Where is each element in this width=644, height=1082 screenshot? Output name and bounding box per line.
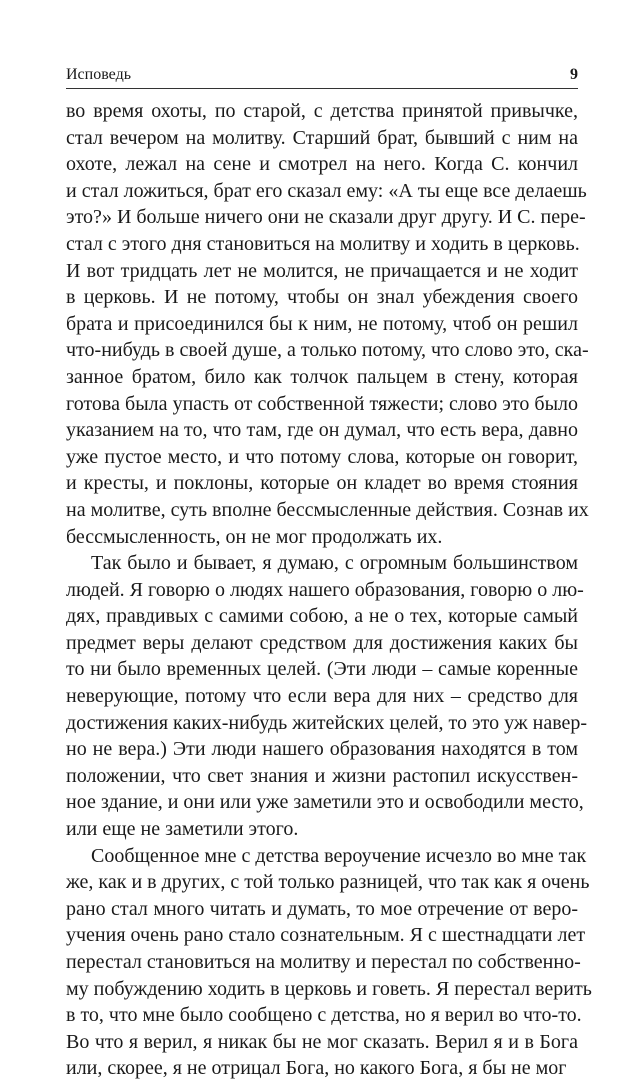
- text-line: людей. Я говорю о людях нашего образования, говорю о лю-: [66, 578, 584, 601]
- text-line: на молитве, суть вполне бессмысленные действия. Сознав их: [66, 498, 589, 521]
- text-line: му побуждению ходить в церковь и говеть. Я перестал верить: [66, 977, 592, 1000]
- text-line: И вот тридцать лет не молится, не причащается и не ходит: [66, 259, 578, 282]
- text-line: неверующие, потому что если вера для них – средство для: [66, 685, 578, 708]
- text-line: или еще не заметили этого.: [66, 818, 299, 841]
- text-line: рано стал много читать и думать, то мое отречение от веро-: [66, 897, 578, 920]
- text-line: дях, правдивых с самими собою, а не о тех, которые самый: [66, 605, 578, 628]
- text-line: предмет веры делают средством для достижения каких бы: [66, 631, 578, 654]
- text-line: это?» И больше ничего они не сказали друг другу. И С. пере-: [66, 206, 586, 229]
- text-line: охоте, лежал на сене и смотрел на него. Когда С. кончил: [66, 153, 578, 176]
- text-line: учения очень рано стало сознательным. Я с шестнадцати лет: [66, 924, 586, 947]
- header-rule: [66, 88, 578, 89]
- text-line: ное здание, и они или уже заметили это и освободили место,: [66, 791, 584, 814]
- text-line: и стал ложиться, брат его сказал ему: «А ты еще все делаешь: [66, 179, 587, 202]
- text-line: Так было и бывает, я думаю, с огромным большинством: [91, 552, 578, 575]
- text-line: уже пустое место, и что потому слова, которые он говорит,: [66, 445, 578, 468]
- text-line: перестал становиться на молитву и перестал по собственно-: [66, 951, 581, 973]
- text-line: в то, что мне было сообщено с детства, но я верил во что-то.: [66, 1004, 582, 1027]
- body-text: [66, 98, 592, 1082]
- text-line: указанием на то, что там, где он думал, что есть вера, давно: [66, 419, 578, 442]
- paragraph: [66, 550, 588, 843]
- text-line: во время охоты, по старой, с детства принятой привычке,: [66, 100, 578, 122]
- text-line: готова была упасть от собственной тяжести; слово это было: [66, 392, 578, 415]
- text-line: же, как и в других, с той только разницей, что так как я очень: [66, 871, 590, 894]
- text-line: занное братом, било как толчок пальцем в стену, которая: [66, 365, 578, 388]
- text-line: достижения каких-нибудь житейских целей, то это уж навер-: [66, 711, 588, 734]
- text-line: и кресты, и поклоны, которые он кладет во время стояния: [66, 472, 578, 495]
- running-title: Исповедь: [66, 66, 132, 83]
- text-line: бессмысленность, он не мог продолжать их.: [66, 525, 443, 548]
- page-number: 9: [570, 66, 578, 83]
- text-line: Во что я верил, я никак бы не мог сказать. Верил я и в Бога: [66, 1030, 578, 1053]
- text-line: брата и присоединился бы к ним, не потому, чтоб он решил: [66, 312, 578, 335]
- running-header: [66, 62, 578, 84]
- text-line: в церковь. И не потому, чтобы он знал убеждения своего: [66, 286, 578, 309]
- text-line: положении, что свет знания и жизни растопил искусствен-: [66, 764, 578, 787]
- text-line: стал вечером на молитву. Старший брат, бывший с ним на: [66, 126, 578, 149]
- paragraph: [66, 98, 589, 550]
- text-line: стал с этого дня становиться на молитву и ходить в церковь.: [66, 232, 580, 255]
- text-line: Сообщенное мне с детства вероучение исчезло во мне так: [91, 844, 587, 867]
- text-line: что-нибудь в своей душе, а только потому, что слово это, ска-: [66, 339, 589, 362]
- text-line: или, скорее, я не отрицал Бога, но какого Бога, я бы не мог: [66, 1057, 567, 1080]
- text-line: то ни было временных целей. (Эти люди – самые коренные: [66, 658, 578, 681]
- text-line: но не вера.) Эти люди нашего образования находятся в том: [66, 738, 578, 761]
- paragraph: [66, 843, 592, 1082]
